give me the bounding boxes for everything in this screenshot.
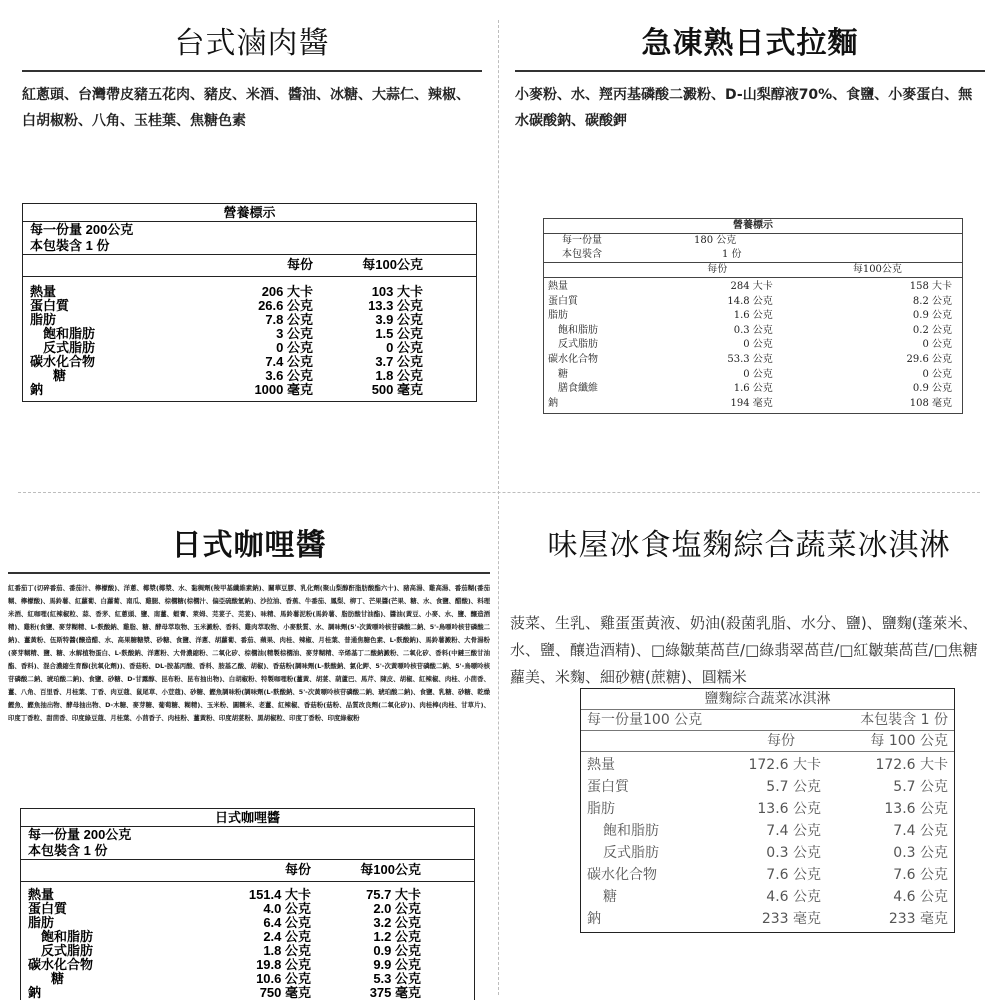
nutrient-row [21,986,474,1000]
nutrient-row [544,397,962,412]
col-per-100g: 每 100 公克 [870,733,948,749]
value-per-serving: 7.8 公克 [265,312,313,327]
nutrient-name: 熱量 [548,281,568,292]
serving-size: 每一份量100 公克 [587,712,703,728]
value-per-100g: 0.3 公克 [893,845,948,861]
ingredients-text: 小麥粉、水、羥丙基磷酸二澱粉、D-山梨醇液70%、食鹽、小麥蛋白、無水碳酸鈉、碳酸鉀 [515,87,973,129]
value-per-100g: 0 公克 [386,340,423,355]
value-per-100g: 172.6 大卡 [875,757,948,773]
nutrient-name: 鈉 [587,911,601,927]
title-rule [22,70,482,72]
value-per-100g: 0.9 公克 [912,383,952,395]
value-per-100g: 0 公克 [922,339,952,351]
value-per-100g: 233 毫克 [888,911,948,927]
table-body [544,278,962,413]
nutrient-row [23,383,476,397]
ingredients-text: 紅番茄丁(切碎番茄、番茄汁、檸檬酸)、洋蔥、椰漿(椰漿、水、黏稠劑(羧甲基纖維素鈉)、關華豆膠、乳化劑(聚山梨醇酐脂肪酸酯六十)、豬高湯、雞高湯、番茄糊(番茄糊、檸檬酸)、馬鈴薯、紅蘿蔔、白蘿蔔、南瓜、雞腿、棕櫚糖(棕櫚汁、偏亞硫酸氫鈉)、沙拉油、香蕉、牛番茄、鳳梨、柳丁、芒果醬(芒果、糖、水、食鹽、醋酸)、料理米酒、紅咖哩(紅辣椒粒、蒜、香茅、紅蔥頭、鹽、南薑、蝦膏、萊姆、芫荽子、芫荽)、味精、馬鈴薯泥粉(馬鈴薯、脂肪酸甘油酯)、醬油(黃豆、小麥、水、鹽、釀造酒精)、雞粉(食鹽、麥芽糊精、L-麩酸鈉、雞脂、糖、酵母萃取物、玉米澱粉、香料、雞肉萃取物、小麥麩質、水、調味劑(5'-次黃嘌呤核苷磷酸二鈉、5'-鳥嘌呤核苷磷酸二鈉)、薑黃粉、伍斯特醬(醸造醋、水、高果糖糖漿、砂糖、食鹽、洋蔥、胡蘿蔔、番茄、蘋果、肉桂、辣椒、月桂葉、普通焦糖色素、L-麩酸鈉)、馬鈴薯澱粉、大骨湯粉(麥芽糊精、鹽、糖、水解植物蛋白、L-麩酸鈉、洋蔥粉、大骨濃縮粉、二氧化矽、棕櫚油(精製棕櫚油、麥芽糊精、辛烯基丁二酸鈉澱粉、二氧化矽、香料(中鏈三酸甘油酯、香料)、混合濃縮生育醇(抗氧化劑))、香菇粉、DL-胺基丙酸、香料、胺基乙酸、胡椒)、香菇粉(調味劑(L-麩酸鈉、氯化鉀、5'-次黃嘌呤核苷磷酸二鈉、5'-鳥嘌呤核苷磷酸二鈉、琥珀酸二鈉)、食鹽、砂糖、D-甘露醇、昆布粉、昆布抽出物)、白胡椒粉、特製咖哩粉(薑黃、胡荽、葫蘆巴、馬芹、陳皮、胡椒、紅辣椒、肉桂、小茴香、薑、八角、百里香、月桂葉、丁香、肉豆蔻、鼠尾草、小荳蔻)、砂糖、鰹魚調味粉(調味劑(L-麩酸鈉、5'-次黃嘌呤核苷磷酸二鈉、琥珀酸二鈉)、食鹽、乳糖、砂糖、乾燥鰹魚、鰹魚抽出物、酵母抽出物、D-木糖、麥芽糖、葡萄糖、糊精)、玉米粉、圓糯米、老薑、紅辣椒、香菇粉(菇粉、品質改良劑(二氧化矽))、肉桂棒(肉桂、甘草片)、印度丁香粒、甜茴香、印度綠豆蔻、月桂葉、小茴香子、肉桂粉、薑黃粉、印度胡荽粉、黑胡椒粒、印度丁香粉、印度綠椒粉 [8,584,490,722]
value-per-100g: 2.0 公克 [373,901,421,916]
value-per-100g: 29.6 公克 [906,353,952,365]
value-per-100g: 5.3 公克 [373,971,421,986]
value-per-serving: 0.3 公克 [733,324,773,336]
nutrition-table-title: 鹽麴綜合蔬菜冰淇淋 [581,689,954,710]
product-title: 日式咖哩醬 [171,528,327,563]
nutrient-name: 脂肪 [28,915,55,930]
nutrient-name: 脂肪 [30,312,57,327]
col-per-serving: 每份 [284,862,311,877]
nutrient-name: 蛋白質 [548,295,578,307]
nutrient-row [581,754,954,776]
value-per-serving: 2.4 公克 [263,929,311,944]
nutrient-name: 飽和脂肪 [41,929,94,944]
servings-per-pack: 本包裝含 1 份 [30,238,110,253]
nutrient-name: 熱量 [587,757,615,773]
nutrient-row [23,341,476,355]
value-per-100g: 158 大卡 [909,281,952,292]
value-per-serving: 4.0 公克 [263,901,311,916]
value-per-100g: 7.6 公克 [893,867,948,883]
value-per-100g: 7.4 公克 [893,823,948,839]
table-header [581,731,954,752]
nutrient-row [21,902,474,916]
nutrient-row [544,324,962,339]
value-per-serving: 7.4 公克 [766,823,821,839]
value-per-100g: 0 公克 [922,368,952,380]
nutrient-name: 糖 [51,971,65,986]
value-per-100g: 108 毫克 [909,397,952,409]
nutrient-name: 脂肪 [548,310,568,322]
table-header [23,255,476,277]
value-per-100g: 3.7 公克 [375,354,423,369]
nutrient-name: 糖 [53,368,67,383]
value-per-serving: 14.8 公克 [727,295,773,307]
servings-per-pack-row: 本包裝含 1 份 [562,249,742,260]
table-header [544,262,962,278]
value-per-serving: 1000 毫克 [254,382,313,397]
col-per-100g: 每100公克 [362,257,423,272]
value-per-100g: 13.3 公克 [368,298,423,313]
table-header [21,860,474,882]
value-per-100g: 13.6 公克 [884,801,948,817]
value-per-serving: 10.6 公克 [256,971,311,986]
nutrient-name: 糖 [603,889,617,905]
col-per-serving: 每份 [286,257,313,272]
value-per-serving: 19.8 公克 [256,957,311,972]
nutrient-row [23,327,476,341]
product-title: 味屋冰食塩麴綜合蔬菜冰淇淋 [547,528,951,563]
value-per-100g: 103 大卡 [371,284,423,299]
title-rule [515,70,985,72]
value-per-100g: 0.9 公克 [912,310,952,322]
value-per-100g: 75.7 大卡 [366,887,421,902]
nutrient-name: 鈉 [30,382,44,397]
value-per-serving: 7.6 公克 [766,867,821,883]
horizontal-divider [18,492,980,493]
value-per-serving: 0 公克 [743,368,773,380]
value-per-100g: 5.7 公克 [893,779,948,795]
nutrient-name: 碳水化合物 [587,867,657,883]
serving-info [581,710,954,731]
nutrient-row [544,280,962,295]
nutrient-name: 鈉 [28,985,42,1000]
value-per-serving: 284 大卡 [730,281,773,292]
nutrient-name: 膳食纖維 [558,383,598,395]
value-per-serving: 3 公克 [276,326,313,341]
nutrient-name: 蛋白質 [587,779,629,795]
nutrient-name: 反式脂肪 [41,943,94,958]
col-per-100g: 每100公克 [360,862,421,877]
value-per-serving: 172.6 大卡 [748,757,821,773]
nutrient-row [23,369,476,383]
servings-per-pack: 本包裝含 1 份 [860,712,948,728]
value-per-100g: 3.2 公克 [373,915,421,930]
nutrient-row [581,908,954,930]
nutrient-name: 蛋白質 [28,901,68,916]
value-per-serving: 151.4 大卡 [248,887,311,902]
value-per-100g: 375 毫克 [369,985,421,1000]
product-vegetable-ice-cream [510,520,988,927]
title-rule [8,572,490,574]
nutrition-table-q1 [22,203,477,402]
value-per-100g: 8.2 公克 [912,295,952,307]
value-per-100g: 500 毫克 [371,382,423,397]
nutrient-name: 反式脂肪 [603,845,659,861]
nutrient-row [23,285,476,299]
product-title: 台式滷肉醬 [174,26,330,61]
value-per-serving: 4.6 公克 [766,889,821,905]
nutrient-row [544,309,962,324]
nutrient-row [21,888,474,902]
value-per-100g: 0.2 公克 [912,324,952,336]
nutrient-name: 蛋白質 [30,298,70,313]
nutrient-name: 飽和脂肪 [558,324,598,336]
value-per-serving: 53.3 公克 [727,353,773,365]
servings-per-pack: 本包裝含 1 份 [28,843,108,858]
nutrient-row [581,886,954,908]
nutrient-row [544,353,962,368]
value-per-serving: 26.6 公克 [258,298,313,313]
nutrient-name: 鈉 [548,397,558,409]
nutrient-row [581,798,954,820]
value-per-serving: 0.3 公克 [766,845,821,861]
nutrient-row [581,864,954,886]
nutrition-table-q2 [543,218,963,414]
nutrition-table-title: 日式咖哩醬 [21,809,474,827]
value-per-serving: 0 公克 [743,339,773,351]
nutrient-row [23,355,476,369]
nutrient-row [544,295,962,310]
col-per-100g: 每100公克 [852,264,902,275]
value-per-serving: 7.4 公克 [265,354,313,369]
value-per-100g: 9.9 公克 [373,957,421,972]
nutrient-row [581,776,954,798]
value-per-100g: 1.2 公克 [373,929,421,944]
value-per-serving: 6.4 公克 [263,915,311,930]
nutrient-name: 脂肪 [587,801,615,817]
value-per-serving: 206 大卡 [261,284,313,299]
serving-size: 每一份量 200公克 [30,222,134,237]
serving-info [23,222,476,255]
value-per-serving: 1.6 公克 [733,383,773,395]
serving-info [21,827,474,860]
vertical-divider [498,20,499,995]
nutrient-row [21,958,474,972]
value-per-serving: 750 毫克 [259,985,311,1000]
nutrient-row [21,930,474,944]
nutrient-name: 碳水化合物 [30,354,96,369]
serving-size: 每一份量 200公克 [28,827,132,842]
ingredients-text: 紅蔥頭、台灣帶皮豬五花肉、豬皮、米酒、醬油、冰糖、大蒜仁、辣椒、白胡椒粉、八角、玉桂葉、焦糖色素 [22,87,470,129]
table-body [23,277,476,401]
product-title: 急凍熟日式拉麵 [641,26,859,61]
nutrition-table-q4 [580,688,955,933]
value-per-100g: 0.9 公克 [373,943,421,958]
value-per-100g: 3.9 公克 [375,312,423,327]
nutrient-row [581,842,954,864]
nutrition-table-q3 [20,808,475,1000]
nutrient-row [21,944,474,958]
value-per-serving: 1.6 公克 [733,310,773,322]
nutrient-row [544,382,962,397]
nutrient-row [23,299,476,313]
nutrition-table-title: 營養標示 [23,204,476,222]
nutrient-row [581,820,954,842]
value-per-serving: 3.6 公克 [265,368,313,383]
nutrient-name: 反式脂肪 [558,339,598,351]
product-japanese-curry-sauce [8,520,490,725]
nutrient-row [23,313,476,327]
table-body [581,752,954,932]
serving-size-row: 每一份量 180 公克 [562,235,737,246]
value-per-serving: 0 公克 [276,340,313,355]
nutrient-name: 飽和脂肪 [603,823,659,839]
product-frozen-ramen [515,18,985,409]
nutrient-name: 糖 [558,368,568,380]
nutrient-row [544,368,962,383]
col-per-serving: 每份 [767,733,795,749]
value-per-serving: 194 毫克 [730,397,773,409]
value-per-serving: 1.8 公克 [263,943,311,958]
nutrient-name: 反式脂肪 [43,340,96,355]
nutrient-row [21,916,474,930]
table-body [21,882,474,1000]
nutrient-row [544,338,962,353]
value-per-100g: 1.5 公克 [375,326,423,341]
ingredients-text: 菠菜、生乳、雞蛋蛋黃液、奶油(殺菌乳脂、水分、鹽)、鹽麴(蓬萊米、水、鹽、釀造酒精)、□綠皺葉萵苣/□綠翡翠萵苣/□紅皺葉萵苣/□焦糖蘿美、米麴、細砂糖(蔗糖)、圓糯米 [510,614,978,686]
value-per-100g: 1.8 公克 [375,368,423,383]
value-per-serving: 5.7 公克 [766,779,821,795]
value-per-serving: 13.6 公克 [757,801,821,817]
value-per-100g: 4.6 公克 [893,889,948,905]
nutrient-name: 熱量 [30,284,57,299]
product-braised-pork-sauce [22,18,482,134]
value-per-serving: 233 毫克 [761,911,821,927]
nutrition-table-title: 營養標示 [544,219,962,234]
nutrient-row [21,972,474,986]
nutrient-name: 飽和脂肪 [43,326,96,341]
col-per-serving: 每份 [707,264,728,275]
nutrient-name: 碳水化合物 [28,957,94,972]
nutrient-name: 熱量 [28,887,55,902]
nutrient-name: 碳水化合物 [548,353,598,365]
